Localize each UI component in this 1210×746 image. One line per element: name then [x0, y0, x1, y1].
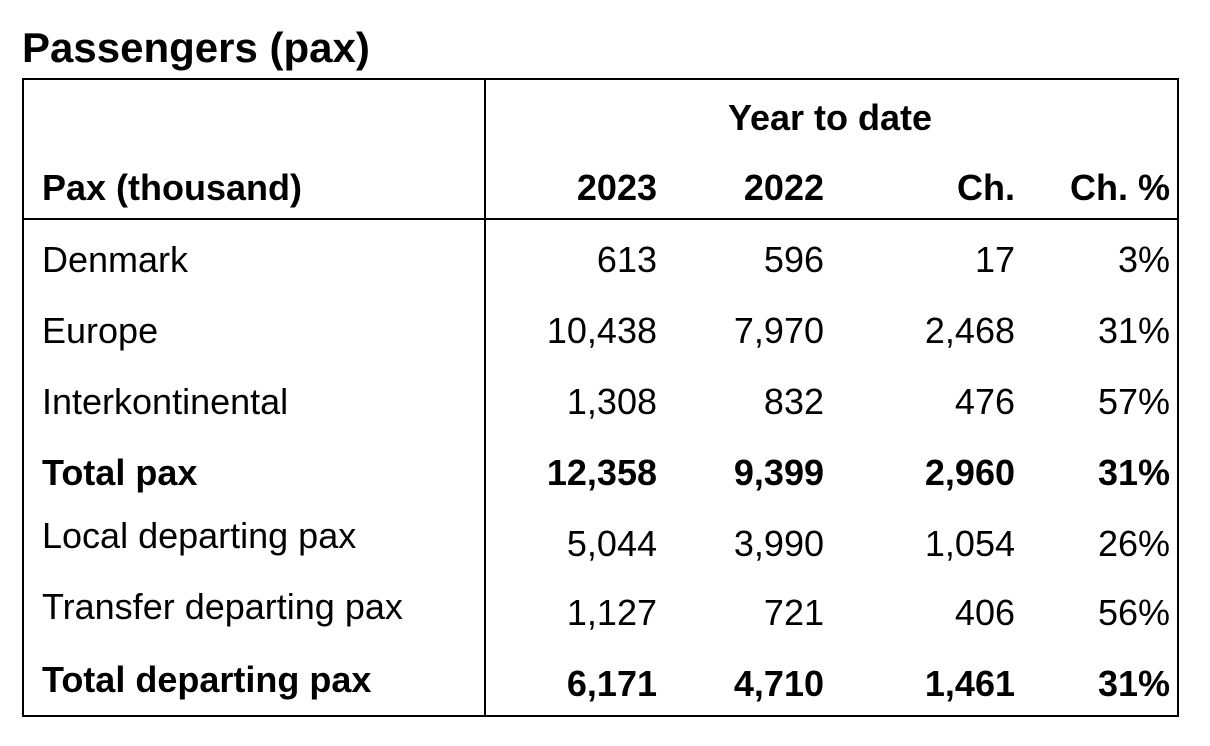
- cell-2023: 6,171: [566, 663, 657, 704]
- cell-2023: 10,438: [546, 310, 657, 351]
- page-title: Passengers (pax): [22, 24, 370, 71]
- row-label: Local departing pax: [42, 515, 357, 556]
- cell-change-pct: 31%: [1097, 663, 1170, 704]
- group-header-year-to-date: Year to date: [727, 97, 933, 138]
- cell-2022: 7,970: [733, 310, 824, 351]
- cell-change-pct: 3%: [1117, 239, 1170, 280]
- cell-2023: 5,044: [566, 523, 657, 564]
- cell-2023: 1,127: [566, 592, 657, 633]
- cell-2022: 721: [763, 592, 824, 633]
- cell-change-pct: 57%: [1097, 381, 1170, 422]
- cell-change-pct: 31%: [1097, 452, 1170, 493]
- cell-2023: 613: [596, 239, 657, 280]
- column-header-change: Ch.: [957, 167, 1015, 208]
- cell-change: 2,960: [924, 452, 1015, 493]
- cell-change-pct: 26%: [1097, 523, 1170, 564]
- cell-change: 406: [954, 592, 1015, 633]
- row-label: Interkontinental: [42, 381, 289, 422]
- cell-2022: 9,399: [733, 452, 824, 493]
- cell-2023: 12,358: [546, 452, 657, 493]
- cell-2022: 596: [763, 239, 824, 280]
- row-label: Europe: [42, 310, 159, 351]
- cell-change: 476: [954, 381, 1015, 422]
- cell-change: 1,054: [924, 523, 1015, 564]
- cell-change: 2,468: [924, 310, 1015, 351]
- cell-change: 17: [974, 239, 1015, 280]
- row-label: Denmark: [42, 239, 189, 280]
- cell-change: 1,461: [924, 663, 1015, 704]
- cell-2022: 832: [763, 381, 824, 422]
- column-divider: [484, 78, 486, 717]
- header-divider: [22, 218, 1179, 220]
- cell-change-pct: 56%: [1097, 592, 1170, 633]
- cell-2022: 4,710: [733, 663, 824, 704]
- cell-change-pct: 31%: [1097, 310, 1170, 351]
- row-label-total: Total pax: [42, 452, 198, 493]
- row-label-total: Total departing pax: [42, 659, 372, 700]
- column-header-label: Pax (thousand): [42, 167, 303, 208]
- column-header-2022: 2022: [743, 167, 824, 208]
- cell-2023: 1,308: [566, 381, 657, 422]
- row-label: Transfer departing pax: [42, 586, 403, 627]
- column-header-change-pct: Ch. %: [1069, 167, 1170, 208]
- column-header-2023: 2023: [576, 167, 657, 208]
- cell-2022: 3,990: [733, 523, 824, 564]
